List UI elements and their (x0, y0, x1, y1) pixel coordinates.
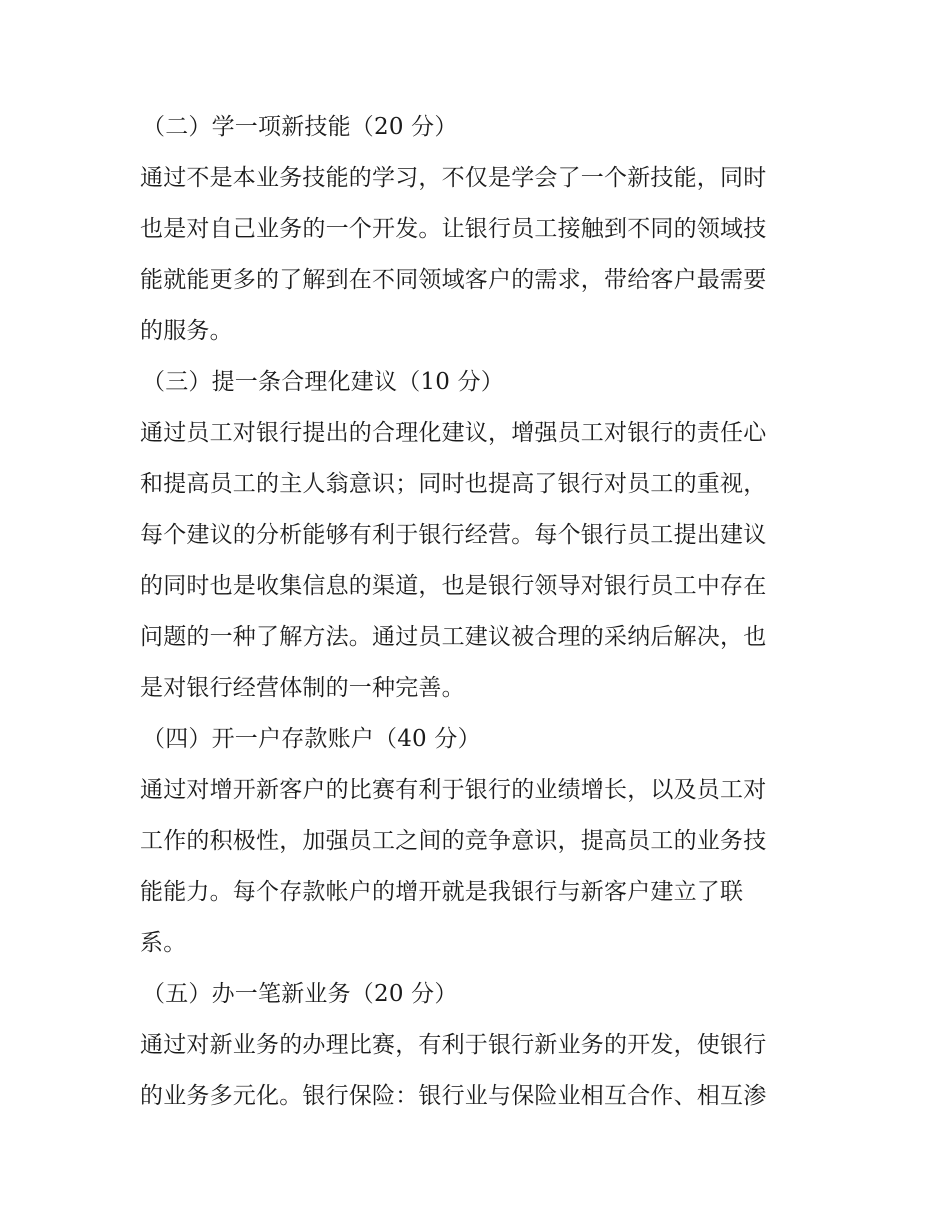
paragraph-line: 通过对增开新客户的比赛有利于银行的业绩增长，以及员工对 (140, 777, 767, 803)
paragraph-line: 能就能更多的了解到在不同领域客户的需求，带给客户最需要 (140, 267, 767, 293)
paragraph-line: 问题的一种了解方法。通过员工建议被合理的采纳后解决，也 (140, 624, 767, 650)
section-heading: （二）学一项新技能（20 分） (142, 114, 458, 140)
section-heading: （四）开一户存款账户（40 分） (142, 726, 481, 752)
document-page (140, 102, 820, 1122)
paragraph-line: 工作的积极性，加强员工之间的竞争意识，提高员工的业务技 (140, 828, 767, 854)
section-heading: （五）办一笔新业务（20 分） (142, 981, 458, 1007)
paragraph-line: 通过不是本业务技能的学习，不仅是学会了一个新技能，同时 (140, 165, 767, 191)
paragraph-line: 也是对自己业务的一个开发。让银行员工接触到不同的领域技 (140, 216, 767, 242)
paragraph-line: 的同时也是收集信息的渠道，也是银行领导对银行员工中存在 (140, 573, 767, 599)
paragraph-line: 的业务多元化。银行保险：银行业与保险业相互合作、相互渗 (140, 1083, 767, 1109)
section-4 (140, 714, 820, 969)
paragraph-line: 是对银行经营体制的一种完善。 (140, 675, 465, 701)
section-heading: （三）提一条合理化建议（10 分） (142, 369, 504, 395)
paragraph-line: 系。 (140, 930, 187, 956)
paragraph-line: 每个建议的分析能够有利于银行经营。每个银行员工提出建议 (140, 522, 767, 548)
paragraph-line: 能能力。每个存款帐户的增开就是我银行与新客户建立了联 (140, 879, 744, 905)
paragraph-line: 通过员工对银行提出的合理化建议，增强员工对银行的责任心 (140, 420, 767, 446)
paragraph-line: 的服务。 (140, 318, 233, 344)
section-3 (140, 357, 820, 714)
paragraph-line: 和提高员工的主人翁意识；同时也提高了银行对员工的重视， (140, 471, 767, 497)
section-5 (140, 969, 820, 1122)
section-2 (140, 102, 820, 357)
paragraph-line: 通过对新业务的办理比赛，有利于银行新业务的开发，使银行 (140, 1032, 767, 1058)
